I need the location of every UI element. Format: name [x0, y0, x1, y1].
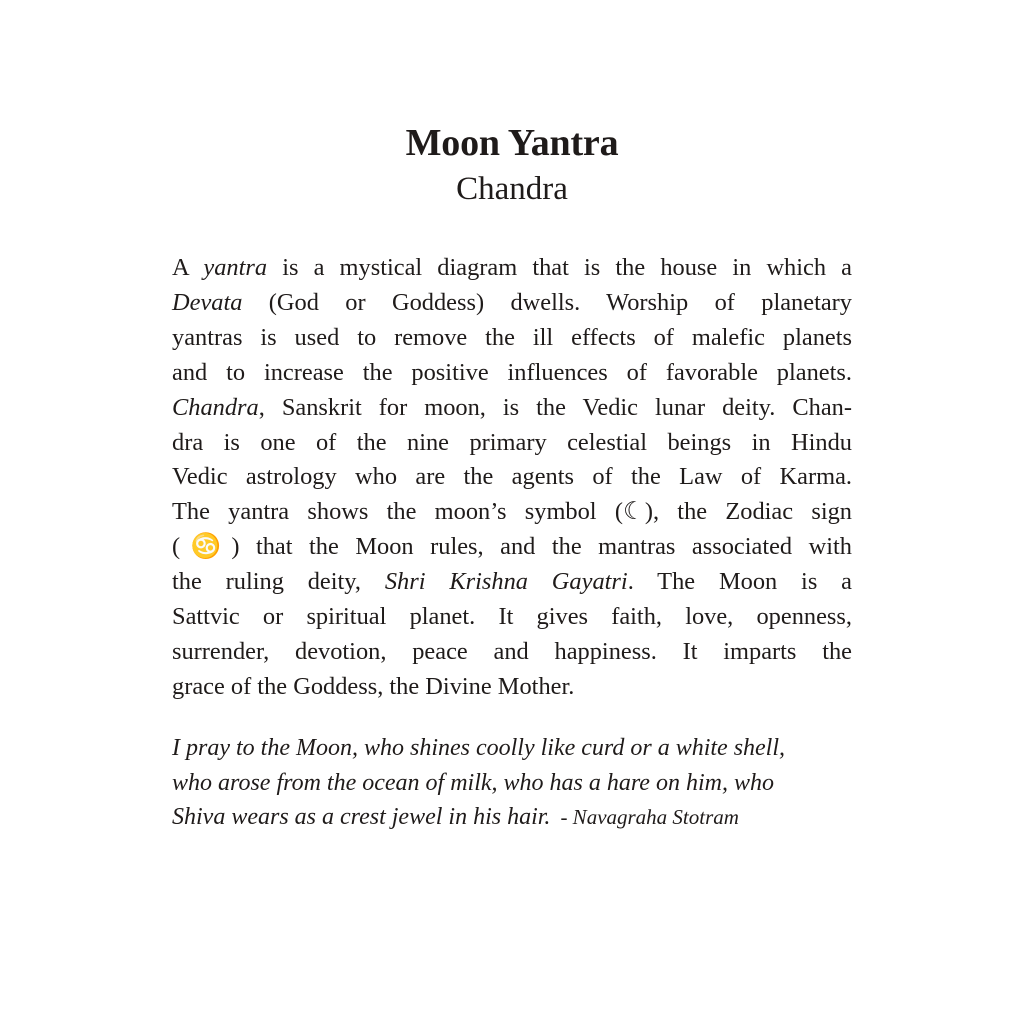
quote-line: who arose from the ocean of milk, who has a hare on him, who	[172, 769, 774, 796]
emphasis-devata: Devata	[172, 288, 243, 316]
page-title: Moon Yantra	[405, 122, 619, 164]
body-line: Devata (God or Goddess) dwells. Worship of planetary	[172, 288, 852, 316]
emphasis-yantra: yantra	[203, 254, 268, 281]
body-line: Vedic astrology who are the agents of the Law of Karma.	[172, 463, 852, 491]
page-subtitle: Chandra	[456, 171, 568, 207]
body-line: Sattvic or spiritual planet. It gives faith, love, openness,	[172, 603, 852, 631]
body-line: dra is one of the nine primary celestial beings in Hindu	[172, 428, 852, 456]
body-line: yantras is used to remove the ill effects of malefic planets	[172, 323, 852, 351]
quote-line: I pray to the Moon, who shines coolly like curd or a white shell,	[172, 735, 786, 761]
quote-block	[172, 731, 872, 835]
body-line: Chandra, Sanskrit for moon, is the Vedic lunar deity. Chan-	[172, 393, 852, 421]
body-line: surrender, devotion, peace and happiness. It imparts the	[172, 637, 852, 665]
quote-attribution: - Navagraha Stotram	[560, 805, 739, 829]
body-line: The yantra shows the moon’s symbol (☾), the Zodiac sign	[172, 498, 852, 526]
emphasis-gayatri: Shri Krishna Gayatri	[384, 568, 628, 596]
emphasis-chandra: Chandra	[172, 393, 259, 421]
body-line: A yantra is a mystical diagram that is the house in which a	[172, 254, 852, 281]
quote-line: Shiva wears as a crest jewel in his hair. - Navagraha Stotram	[172, 804, 739, 830]
body-line: the ruling deity, Shri Krishna Gayatri. The Moon is a	[172, 568, 852, 596]
body-line: grace of the Goddess, the Divine Mother.	[172, 672, 575, 700]
body-line: and to increase the positive influences of favorable planets.	[172, 358, 852, 386]
body-paragraph	[172, 251, 852, 705]
body-line: (♋) that the Moon rules, and the mantras associated with	[172, 533, 852, 561]
